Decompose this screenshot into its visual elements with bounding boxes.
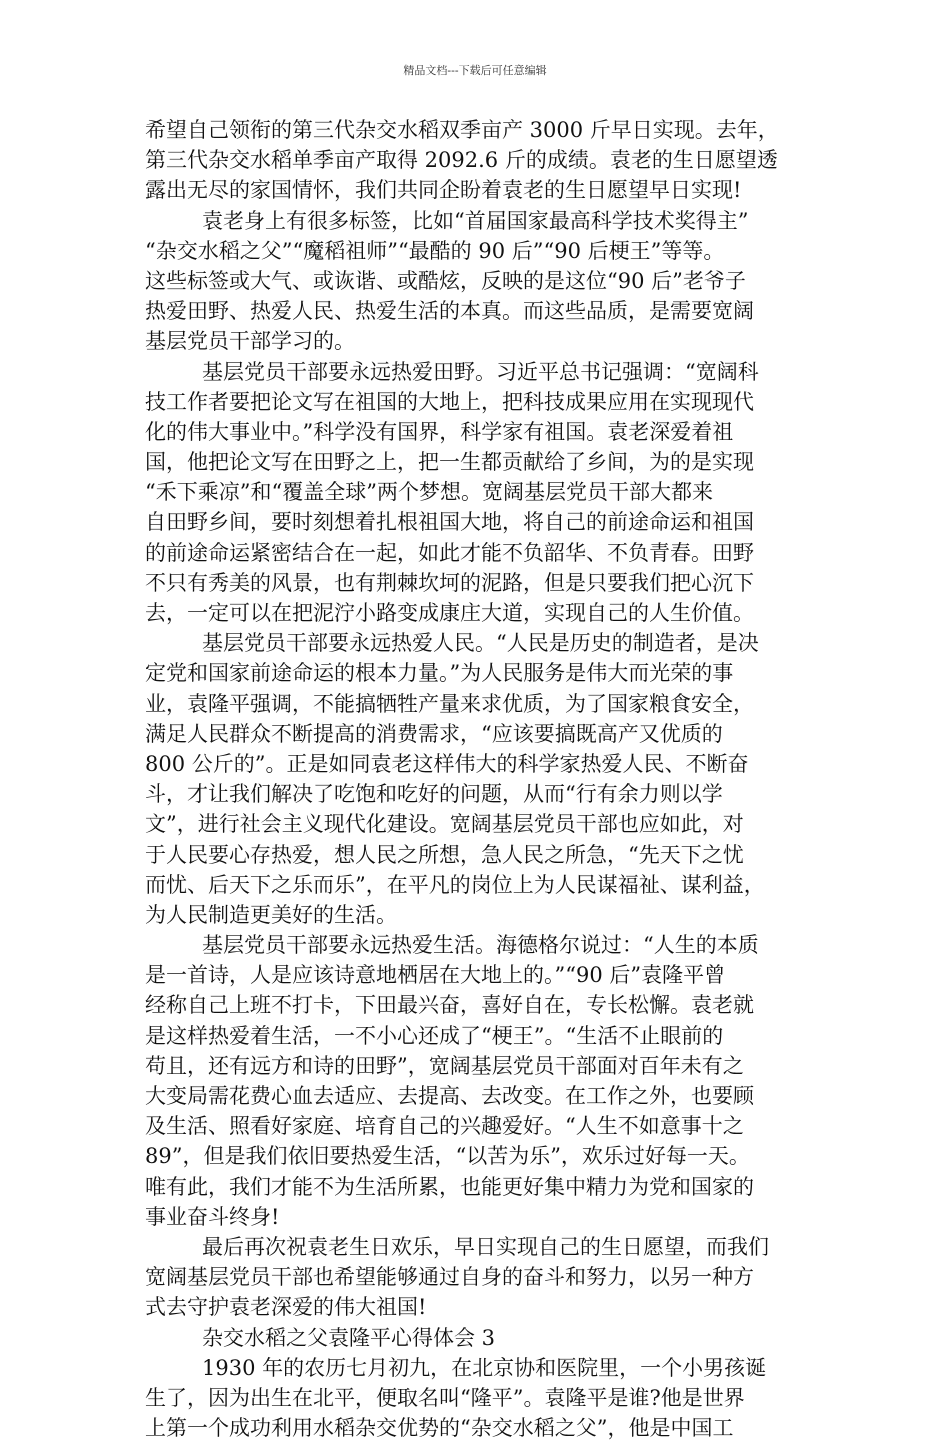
text-line: 希望自己领衔的第三代杂交水稻双季亩产 3000 斤早日实现。去年， [145,118,779,142]
text-line: 为人民制造更美好的生活。 [145,902,397,927]
text-line: 生了，因为出生在北平，便取名叫“隆平”。袁隆平是谁?他是世界 [145,1385,745,1410]
text-line: 而忧、后天下之乐而乐”，在平凡的岗位上为人民谋福祉、谋利益， [145,872,765,897]
text-line: 宽阔基层党员干部也希望能够通过自身的奋斗和努力，以另一种方 [145,1265,754,1290]
text-line: 于人民要心存热爱，想人民之所想，急人民之所急，“先天下之忧 [145,842,744,867]
text-line: 最后再次祝袁老生日欢乐，早日实现自己的生日愿望，而我们 [202,1234,769,1259]
text-line: 基层党员干部要永远热爱生活。海德格尔说过：“人生的本质 [202,933,759,958]
text-line: 1930 年的农历七月初九，在北京协和医院里，一个小男孩诞 [202,1355,767,1380]
text-line: 文”，进行社会主义现代化建设。宽阔基层党员干部也应如此，对 [145,812,744,837]
text-line: 业，袁隆平强调，不能搞牺牲产量来求优质，为了国家粮食安全， [145,691,754,716]
text-line: “禾下乘凉”和“覆盖全球”两个梦想。宽阔基层党员干部大都来 [145,480,713,505]
text-line: 苟且，还有远方和诗的田野”，宽阔基层党员干部面对百年未有之 [145,1053,744,1078]
text-line: 国，他把论文写在田野之上，把一生都贡献给了乡间，为的是实现 [145,450,754,475]
text-line: 式去守护袁老深爱的伟大祖国! [145,1295,427,1320]
text-line: 杂交水稻之父袁隆平心得体会 3 [202,1325,496,1350]
text-line: 斗，才让我们解决了吃饱和吃好的问题，从而“行有余力则以学 [145,782,723,807]
document-body [145,115,835,1443]
text-line: 化的伟大事业中。”科学没有国界，科学家有祖国。袁老深爱着祖 [145,419,734,444]
text-line: 袁老身上有很多标签，比如“首届国家最高科学技术奖得主” [202,208,749,233]
text-line: 定党和国家前途命运的根本力量。”为人民服务是伟大而光荣的事 [145,661,734,686]
text-line: 不只有秀美的风景，也有荆棘坎坷的泥路，但是只要我们把心沉下 [145,570,754,595]
text-line: 是一首诗，人是应该诗意地栖居在大地上的。”“90 后”袁隆平曾 [145,963,726,988]
text-line: 89”，但是我们依旧要热爱生活，“以苦为乐”，欢乐过好每一天。 [145,1144,750,1169]
text-line: 去，一定可以在把泥泞小路变成康庄大道，实现自己的人生价值。 [145,601,754,625]
text-line: 技工作者要把论文写在祖国的大地上，把科技成果应用在实现现代 [145,389,754,414]
text-line: 基层党员干部要永远热爱田野。习近平总书记强调：“宽阔科 [202,359,759,384]
text-line: 经称自己上班不打卡，下田最兴奋，喜好自在，专长松懈。袁老就 [145,993,754,1018]
text-line: 自田野乡间，要时刻想着扎根祖国大地，将自己的前途命运和祖国 [145,510,754,535]
text-line: 热爱田野、热爱人民、热爱生活的本真。而这些品质，是需要宽阔 [145,299,754,324]
text-line: “杂交水稻之父”“魔稻祖师”“最酷的 90 后”“90 后梗王”等等。 [145,238,725,263]
text-line: 露出无尽的家国情怀，我们共同企盼着袁老的生日愿望早日实现! [145,178,742,203]
text-line: 及生活、照看好家庭、培育自己的兴趣爱好。“人生不如意事十之 [145,1114,744,1139]
text-line: 是这样热爱着生活，一不小心还成了“梗王”。“生活不止眼前的 [145,1023,724,1048]
text-line: 这些标签或大气、或诙谐、或酷炫，反映的是这位“90 后”老爷子 [145,268,746,293]
text-line: 大变局需花费心血去适应、去提高、去改变。在工作之外，也要顾 [145,1084,754,1108]
text-line: 的前途命运紧密结合在一起，如此才能不负韶华、不负青春。田野 [145,540,754,565]
text-line: 满足人民群众不断提高的消费需求，“应该要搞既高产又优质的 [145,721,723,746]
text-line: 800 公斤的”。正是如同袁老这样伟大的科学家热爱人民、不断奋 [145,751,749,776]
text-line: 第三代杂交水稻单季亩产取得 2092.6 斤的成绩。袁老的生日愿望透 [145,148,778,173]
text-line: 上第一个成功利用水稻杂交优势的“杂交水稻之父”，他是中国工 [145,1416,734,1441]
page-header: 精品文档---下载后可任意编辑 [403,64,547,77]
text-line: 基层党员干部学习的。 [145,329,355,354]
text-line: 事业奋斗终身! [145,1204,280,1229]
text-line: 基层党员干部要永远热爱人民。“人民是历史的制造者，是决 [202,631,759,656]
text-line: 唯有此，我们才能不为生活所累，也能更好集中精力为党和国家的 [145,1174,754,1199]
